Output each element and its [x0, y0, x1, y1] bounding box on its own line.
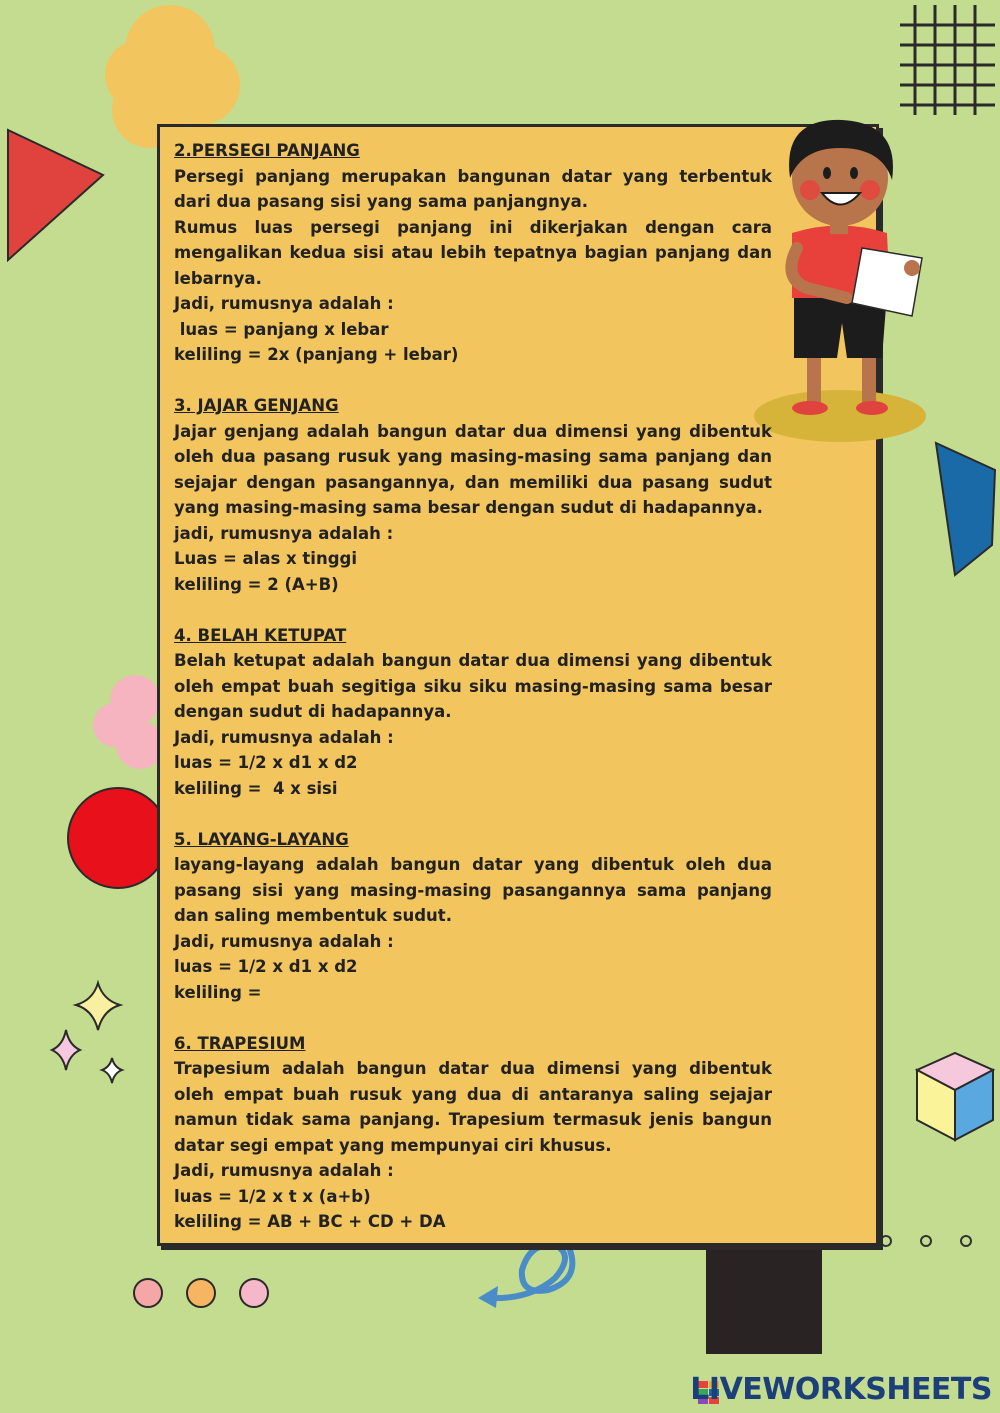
footer-brand[interactable]: LIVEWORKSHEETS	[690, 1372, 992, 1407]
formula-line: luas = 1/2 x d1 x d2	[174, 957, 358, 976]
section-paragraph: Trapesium adalah bangun datar dua dimensi yang dibentuk oleh empat buah rusuk yang dua di antaranya saling sejajar namun tidak sama panjang. Trapesium termasuk jenis bangun datar segi empat yang mempunyai ciri khusus.	[174, 1059, 772, 1155]
paper-icon	[852, 248, 922, 316]
pink-cloud-shape	[93, 675, 164, 769]
section-paragraph: Persegi panjang merupakan bangunan datar yang terbentuk dari dua pasang sisi yang sama panjangnya.	[174, 166, 772, 211]
section-layang-layang	[174, 827, 772, 1006]
formula-line: jadi, rumusnya adalah :	[174, 523, 394, 543]
formula-line: Jadi, rumusnya adalah :	[174, 727, 394, 747]
formula-line: luas = 1/2 x d1 x d2	[174, 753, 358, 772]
grid-pattern-shape	[900, 5, 995, 115]
formula-line: luas = 1/2 x t x (a+b)	[174, 1186, 371, 1206]
document-body	[174, 138, 772, 1260]
formula-line: keliling = AB + BC + CD + DA	[174, 1212, 446, 1231]
red-circle-shape	[68, 788, 168, 888]
sparkle-icon	[52, 983, 122, 1083]
section-paragraph: Belah ketupat adalah bangun datar dua dimensi yang dibentuk oleh empat buah segitiga siku siku masing-masing sama besar dengan sudut di hadapannya.	[174, 651, 772, 721]
formula-line: luas = panjang x lebar	[174, 319, 389, 339]
formula-line: keliling = 2x (panjang + lebar)	[174, 345, 459, 364]
section-paragraph: layang-layang adalah bangun datar yang dibentuk oleh dua pasang sisi yang masing-masing pasangannya sama panjang dan saling membentuk sudut.	[174, 855, 772, 925]
formula-line: Jadi, rumusnya adalah :	[174, 931, 394, 951]
rose-dot-shape	[240, 1279, 268, 1307]
section-trapesium	[174, 1031, 772, 1235]
formula-line: keliling =	[174, 982, 262, 1002]
orange-dot-shape	[187, 1279, 215, 1307]
ground-shadow	[754, 390, 926, 442]
section-paragraph: Rumus luas persegi panjang ini dikerjakan dengan cara mengalikan kedua sisi atau lebih tepatnya bagian panjang dan lebarnya.	[174, 217, 772, 288]
dark-block-shape	[706, 1246, 822, 1354]
cube-shape	[917, 1053, 993, 1140]
section-heading: 2.PERSEGI PANJANG	[174, 141, 360, 160]
child-illustration	[752, 108, 952, 448]
formula-line: keliling = 4 x sisi	[174, 778, 338, 798]
section-heading: 3. JAJAR GENJANG	[174, 396, 339, 415]
formula-line: Jadi, rumusnya adalah :	[174, 294, 394, 313]
red-triangle-shape	[8, 130, 103, 260]
formula-line: Luas = alas x tinggi	[174, 549, 357, 568]
section-persegi-panjang	[174, 138, 772, 368]
section-paragraph: Jajar genjang adalah bangun datar dua dimensi yang dibentuk oleh dua pasang rusuk yang masing-masing sama panjang dan sejajar dengan pasangannya, dan memiliki dua pasang sudut yang masing-masing sama besar dengan sudut di hadapannya.	[174, 421, 772, 517]
section-jajar-genjang	[174, 393, 772, 597]
curly-arrow-head-shape	[478, 1286, 498, 1308]
pink-dot-shape	[134, 1279, 162, 1307]
section-heading: 6. TRAPESIUM	[174, 1033, 306, 1053]
blue-triangle-shape	[936, 443, 995, 575]
formula-line: keliling = 2 (A+B)	[174, 574, 339, 594]
section-heading: 4. BELAH KETUPAT	[174, 625, 347, 645]
section-belah-ketupat	[174, 623, 772, 802]
section-heading: 5. LAYANG-LAYANG	[174, 829, 349, 849]
formula-line: Jadi, rumusnya adalah :	[174, 1161, 394, 1180]
